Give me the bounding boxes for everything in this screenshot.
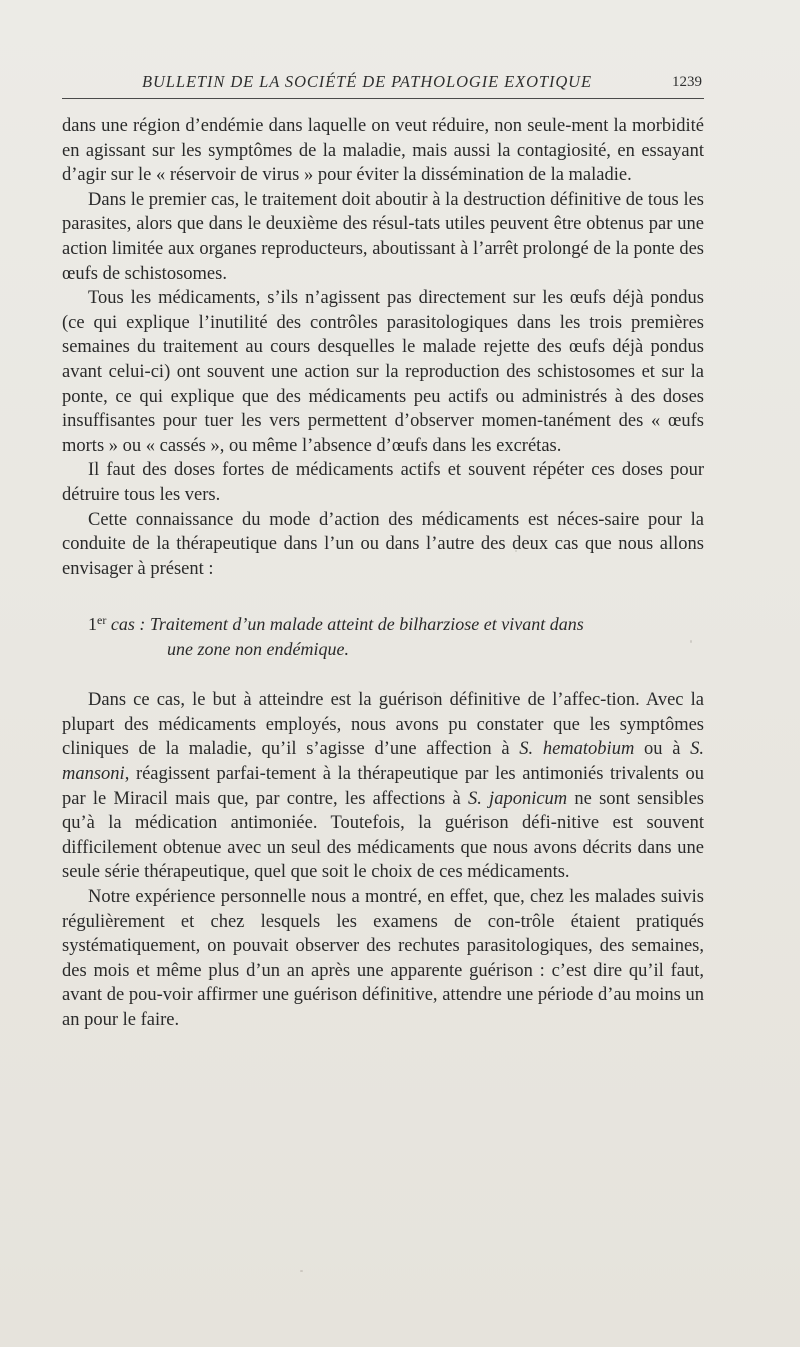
body-text: [62, 114, 704, 1033]
paragraph: Tous les médicaments, s’ils n’agissent pas directement sur les œufs déjà pondus (ce qui explique l’inutilité des contrôles parasitologiques dans les trois premières semaines du traitement au cours desquelles le malade rejette des œufs déjà pondus avant celui-ci) ont souvent une action sur la reproduction des schistosomes et sur la ponte, ce qui explique que des médicaments peu actifs ou administrés à des doses insuffisantes pour tuer les vers permettent d’observer momen-tanément des « œufs morts » ou « cassés », ou même l’absence d’œufs dans les excrétas.: [62, 288, 704, 456]
paper-speck: [515, 550, 517, 552]
paper-speck: [300, 1270, 303, 1272]
section-number: 1: [88, 614, 97, 635]
section-number-suffix: er: [97, 613, 107, 628]
section-heading: [62, 608, 704, 662]
paragraph: dans une région d’endémie dans laquelle on veut réduire, non seule-ment la morbidité en agissant sur les symptômes de la maladie, mais aussi la contagiosité, en essayant d’agir sur le « réservoir de virus » pour éviter la dissémination de la maladie.: [62, 116, 704, 186]
paper-speck: [690, 640, 692, 643]
species-name: S. japonicum: [467, 788, 568, 809]
species-name: S. hematobium: [519, 739, 635, 760]
section-title-line1: : Traitement d’un malade atteint de bilharziose et vivant dans: [134, 614, 584, 635]
paragraph: Notre expérience personnelle nous a montré, en effet, que, chez les malades suivis régulièrement et chez lesquels les examens de con-trôle étaient pratiqués systématiquement, on pouvait observer des rechutes parasitologiques, des semaines, des mois et même plus d’un an après une apparente guérison : c’est dire qu’il faut, avant de pou-voir affirmer une guérison définitive, attendre une période d’au moins un an pour le faire.: [62, 887, 704, 1030]
section-label: cas: [110, 614, 135, 635]
page-number: 1239: [672, 74, 702, 90]
text-run: ou à: [634, 739, 691, 760]
paragraph: Cette connaissance du mode d’action des médicaments est néces-saire pour la conduite de la thérapeutique dans l’un ou dans l’autre des deux cas que nous allons envisager à présent :: [62, 509, 704, 579]
text-run: Dans ce cas, le but à atteindre est la guérison définitive de l’affec-tion. Avec la plupart des médicaments employés, nous avons pu constater que les symptômes cliniques de la maladie, qu’il s’agisse d’une affection à: [62, 690, 704, 760]
paragraph: Dans le premier cas, le traitement doit aboutir à la destruction définitive de tous les parasites, alors que dans le deuxième des résul-tats utiles peuvent être obtenus par une action limitée aux organes reproducteurs, aboutissant à l’arrêt prolongé de la ponte des œufs de schistosomes.: [62, 189, 704, 284]
text-run: ne sont sensibles qu’à la médication antimoniée. Toutefois, la guérison défi-nitive est souvent difficilement obtenue avec un seul des médicaments que nous avons décrits dans une seule série thérapeutique, quel que soit le choix de ces médicaments.: [62, 788, 704, 883]
running-head: [62, 70, 704, 99]
paper-speck: [433, 692, 436, 695]
section-title-line2: une zone non endémique.: [167, 639, 349, 660]
text-run: , réagissent parfai-tement à la thérapeutique par les antimoniés trivalents ou par le Miracil mais que, par contre, les affections à: [62, 764, 704, 809]
paragraph: Il faut des doses fortes de médicaments actifs et souvent répéter ces doses pour détruire tous les vers.: [62, 460, 704, 505]
paragraph: [62, 688, 704, 885]
species-name: S. mansoni: [62, 739, 704, 785]
running-title: BULLETIN DE LA SOCIÉTÉ DE PATHOLOGIE EXOTIQUE: [142, 72, 592, 91]
